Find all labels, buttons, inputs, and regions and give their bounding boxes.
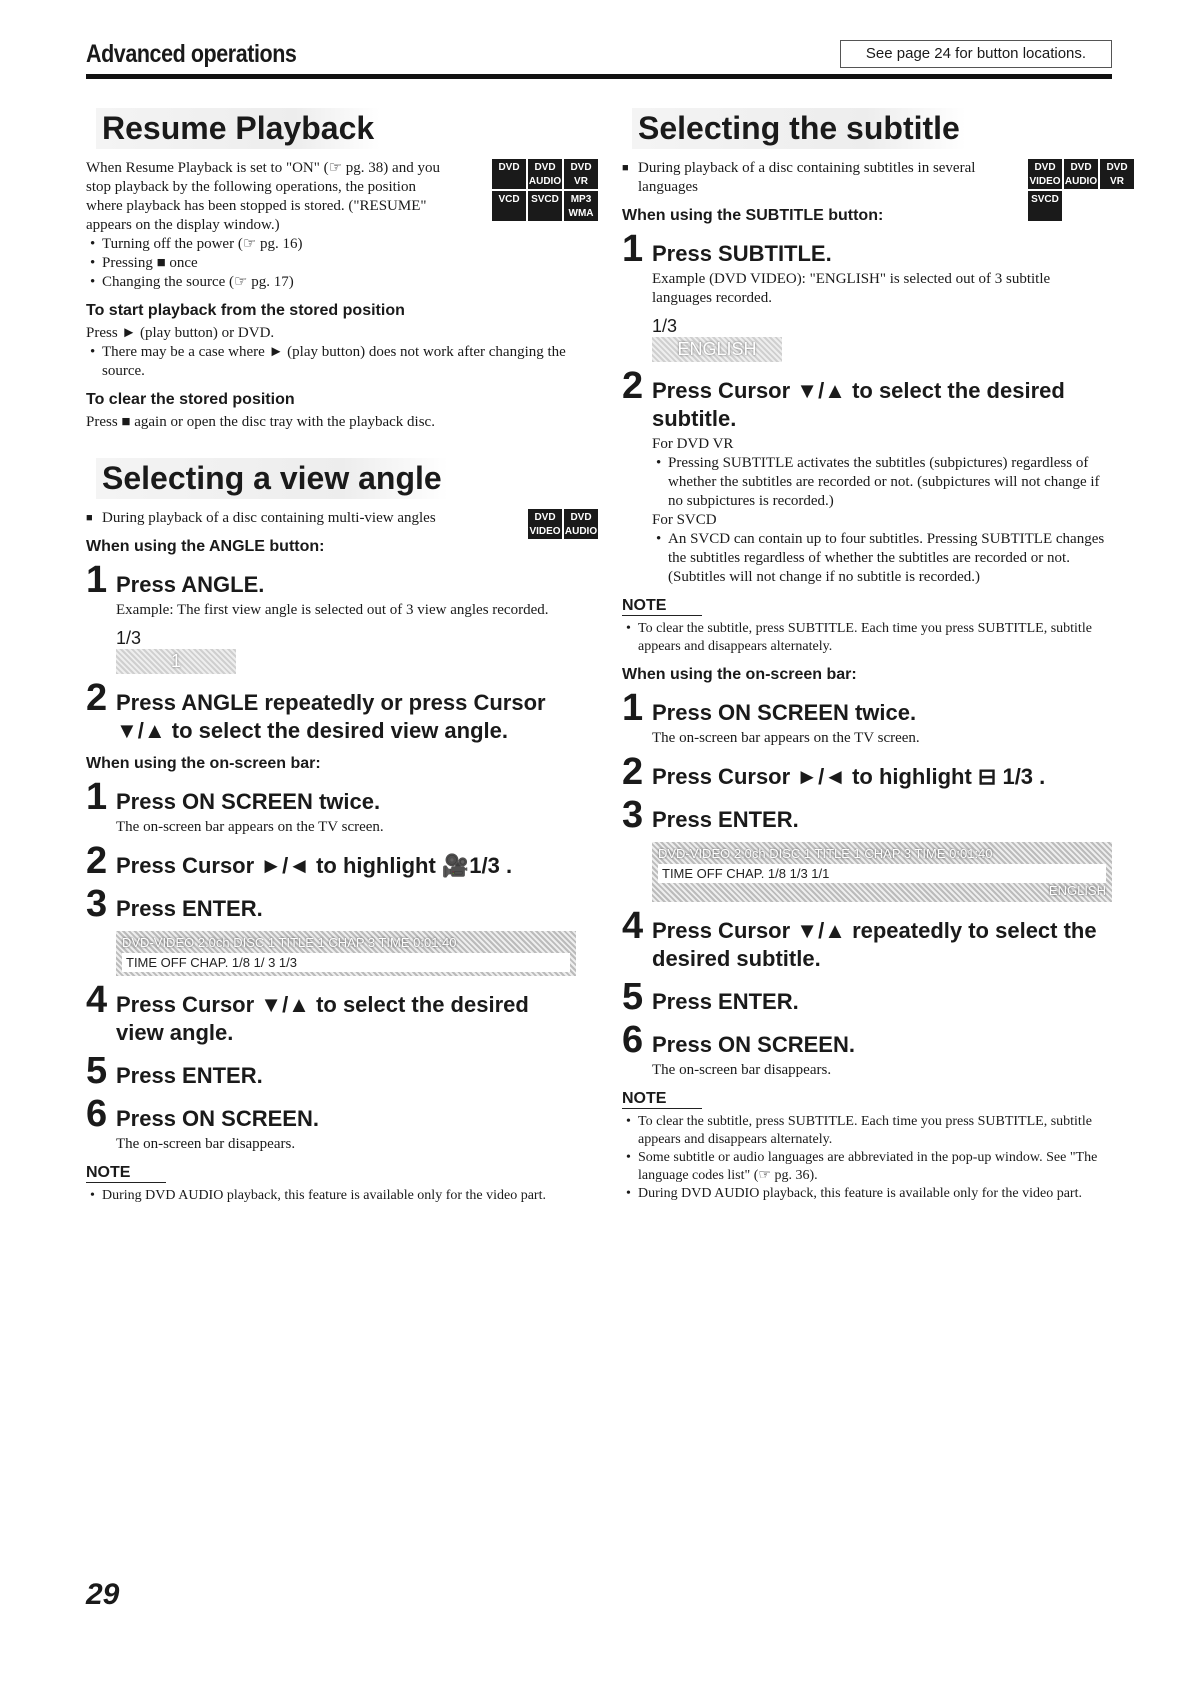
list-item: • Pressing ■ once [102, 254, 576, 273]
resume-section [86, 159, 594, 432]
angle-screen-example [116, 628, 576, 674]
osd-step-1-body: The on-screen bar appears on the TV screen. [116, 819, 384, 835]
osd-step-3: 3 Press ENTER. [622, 794, 799, 836]
osd-step-4: 4 Press Cursor ▼/▲ to select the desired view angle. [86, 979, 529, 1045]
osd-step-1-body: The on-screen bar appears on the TV screen. [652, 730, 920, 746]
resume-disc-badges [492, 159, 604, 221]
clear-heading: To clear the stored position [86, 391, 295, 408]
subtitle-note2-list [622, 1113, 1112, 1203]
angle-section [86, 509, 598, 1205]
list-item: • To clear the subtitle, press SUBTITLE. Each time you press SUBTITLE, subtitle appears and disappears alternately. [638, 620, 1112, 656]
osd-top: DVD-VIDEO 2.0ch DISC 1 TITLE 1 CHAP 3 TIME 0:01:40 [122, 935, 457, 950]
step-1-body: Example: The first view angle is selected out of 3 view angles recorded. [116, 602, 549, 618]
list-item: • There may be a case where ► (play button) does not work after changing the source. [102, 343, 576, 381]
angle-note-heading: NOTE [86, 1164, 166, 1183]
angle-condition: ■ During playback of a disc containing multi-view angles [102, 509, 462, 528]
osd-row: TIME OFF CHAP. 1/8 1/3 1/1 [658, 864, 1106, 883]
list-item: • Changing the source (☞ pg. 17) [102, 273, 576, 292]
osd-step-3: 3 Press ENTER. [86, 883, 263, 925]
list-item: • To clear the subtitle, press SUBTITLE. Each time you press SUBTITLE, subtitle appears and disappears alternately. [638, 1113, 1112, 1149]
step-1: 1 Press ANGLE. [86, 559, 265, 601]
badge: DVD VR [564, 159, 598, 189]
subtitle-title: Selecting the subtitle [632, 108, 966, 149]
badge: DVD VIDEO [528, 509, 562, 539]
angle-osd-heading: When using the on-screen bar: [86, 755, 321, 772]
list-item: • Some subtitle or audio languages are abbreviated in the pop-up window. See "The language codes list" (☞ pg. 36). [638, 1149, 1112, 1185]
osd-step-1: 1 Press ON SCREEN twice. [622, 687, 917, 729]
subtitle-note2-heading: NOTE [622, 1090, 702, 1109]
badge: DVD VIDEO [1028, 159, 1062, 189]
step-2: 2 Press Cursor ▼/▲ to select the desired subtitle. [622, 365, 1065, 431]
list-item: • Turning off the power (☞ pg. 16) [102, 235, 576, 254]
osd-language: ENGLISH [1048, 883, 1106, 898]
badge: DVD [492, 159, 526, 189]
osd-top: DVD-VIDEO 2.0ch DISC 1 TITLE 1 CHAP 3 TIME 0:01:40 [658, 846, 993, 861]
angle-value: 1/3 [116, 628, 142, 648]
subtitle-note1-heading: NOTE [622, 597, 702, 616]
dvdvr-heading: For DVD VR [652, 436, 734, 452]
angle-button-heading: When using the ANGLE button: [86, 538, 325, 555]
button-location-note: See page 24 for button locations. [840, 40, 1112, 68]
badge: SVCD [1028, 191, 1062, 221]
angle-onscreen-bar [116, 931, 576, 976]
subtitle-section [622, 159, 1128, 1203]
resume-bullets [86, 235, 576, 292]
svcd-heading: For SVCD [652, 512, 717, 528]
osd-step-1: 1 Press ON SCREEN twice. [86, 776, 381, 818]
right-column [622, 96, 1128, 1203]
osd-step-2: 2 Press Cursor ►/◄ to highlight ⊟ 1/3 . [622, 751, 1046, 793]
osd-row: TIME OFF CHAP. 1/8 1/ 3 1/3 [122, 953, 570, 972]
list-item: • During DVD AUDIO playback, this feature is available only for the video part. [102, 1187, 576, 1205]
osd-step-6-body: The on-screen bar disappears. [116, 1136, 296, 1152]
subtitle-label: ENGLISH [652, 337, 782, 362]
badge: VCD [492, 191, 526, 221]
subtitle-screen-example [652, 316, 1112, 362]
osd-step-5: 5 Press ENTER. [622, 976, 799, 1018]
subtitle-value: 1/3 [652, 316, 678, 336]
subtitle-disc-badges [1028, 159, 1140, 221]
badge: DVD VR [1100, 159, 1134, 189]
badge: DVD AUDIO [528, 159, 562, 189]
clear-text: Press ■ again or open the disc tray with the playback disc. [86, 414, 435, 430]
list-item: • Pressing SUBTITLE activates the subtitles (subpictures) regardless of whether the subtitles are recorded or not. (subpictures will not change if no subpictures is recorded.) [668, 454, 1112, 511]
osd-step-4: 4 Press Cursor ▼/▲ repeatedly to select the desired subtitle. [622, 905, 1097, 971]
angle-title: Selecting a view angle [96, 458, 448, 499]
subtitle-button-heading: When using the SUBTITLE button: [622, 207, 884, 224]
osd-step-2: 2 Press Cursor ►/◄ to highlight 🎥1/3 . [86, 840, 513, 882]
page-number: 29 [86, 1578, 120, 1611]
badge: SVCD [528, 191, 562, 221]
badge: DVD AUDIO [1064, 159, 1098, 189]
step-2: 2 Press ANGLE repeatedly or press Cursor ▼/▲ to select the desired view angle. [86, 677, 546, 743]
resume-title: Resume Playback [96, 108, 380, 149]
angle-label: 1 [116, 649, 236, 674]
osd-step-6-body: The on-screen bar disappears. [652, 1062, 832, 1078]
list-item: • An SVCD can contain up to four subtitles. Pressing SUBTITLE changes the subtitles regardless of whether the subtitles are recorded or not. (Subtitles will not change if no subtitle is recorded.) [668, 530, 1112, 587]
section-header: Advanced operations [86, 40, 297, 68]
osd-step-6: 6 Press ON SCREEN. [86, 1093, 319, 1135]
resume-intro: When Resume Playback is set to "ON" (☞ pg. 38) and you stop playback by the following operations, the position where playback has been stopped is stored. ("RESUME" appears on the display window.) [86, 160, 440, 233]
subtitle-condition: ■ During playback of a disc containing subtitles in several languages [638, 159, 998, 197]
header-rule [86, 74, 1112, 79]
start-text: Press ► (play button) or DVD. [86, 325, 275, 341]
badge: MP3 WMA [564, 191, 598, 221]
left-column [86, 96, 598, 1205]
subtitle-osd-heading: When using the on-screen bar: [622, 666, 857, 683]
osd-step-5: 5 Press ENTER. [86, 1050, 263, 1092]
step-1: 1 Press SUBTITLE. [622, 228, 832, 270]
badge: DVD AUDIO [564, 509, 598, 539]
step-1-body: Example (DVD VIDEO): "ENGLISH" is selected out of 3 subtitle languages recorded. [652, 271, 1051, 306]
start-heading: To start playback from the stored position [86, 302, 405, 319]
list-item: • During DVD AUDIO playback, this feature is available only for the video part. [638, 1185, 1112, 1203]
osd-step-6: 6 Press ON SCREEN. [622, 1019, 855, 1061]
subtitle-onscreen-bar [652, 842, 1112, 902]
angle-disc-badges [528, 509, 604, 539]
